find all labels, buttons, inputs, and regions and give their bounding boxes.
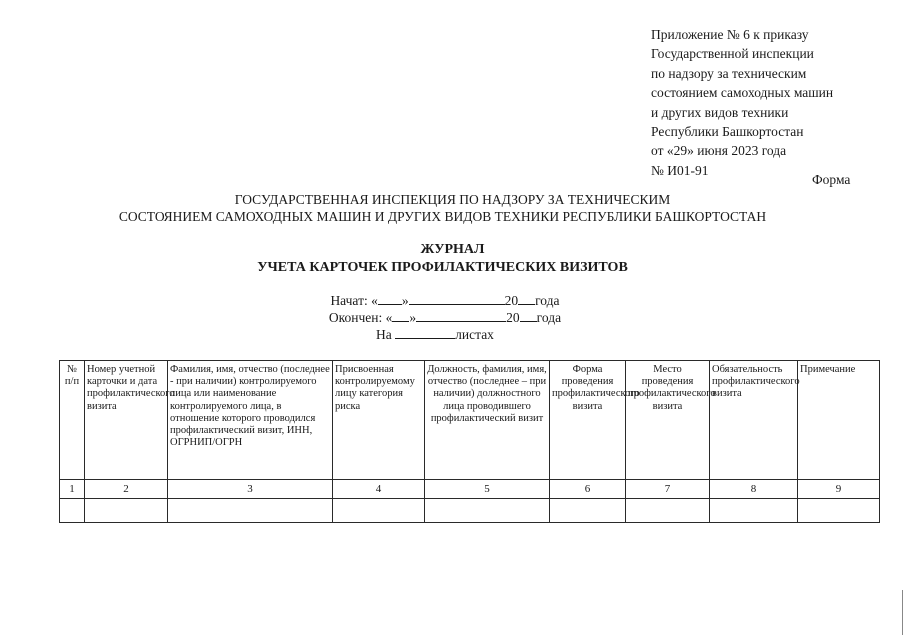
appendix-line: Государственной инспекции bbox=[651, 46, 814, 62]
started-year-prefix: 20 bbox=[504, 293, 519, 308]
column-number-cell: 1 bbox=[60, 480, 85, 499]
started-year-blank bbox=[518, 292, 535, 305]
empty-cell bbox=[85, 499, 168, 523]
started-line bbox=[300, 292, 590, 310]
column-number-cell: 6 bbox=[550, 480, 626, 499]
appendix-line: № И01-91 bbox=[651, 162, 709, 178]
ended-month-blank bbox=[416, 309, 506, 322]
sheets-count-blank bbox=[395, 326, 455, 339]
form-label: Форма bbox=[812, 172, 851, 187]
scan-edge-line bbox=[902, 590, 903, 635]
appendix-line: Приложение № 6 к приказу bbox=[651, 27, 809, 42]
ended-year-prefix: 20 bbox=[506, 310, 520, 325]
table-column-numbers-row bbox=[60, 480, 880, 499]
header-cell-visit-place: Место проведения профилактического визита bbox=[626, 361, 710, 480]
on-label: На bbox=[376, 327, 392, 342]
header-cell-obligation: Обязательность профилактического визита bbox=[710, 361, 798, 480]
empty-cell bbox=[60, 499, 85, 523]
ended-year-blank bbox=[520, 309, 537, 322]
header-cell-risk-category: Присвоенная контролируемому лицу категория риска bbox=[333, 361, 425, 480]
column-number-cell: 8 bbox=[710, 480, 798, 499]
empty-cell bbox=[550, 499, 626, 523]
header-cell-official: Должность, фамилия, имя, отчество (последнее – при наличии) должностного лица проводившего профилактический визит bbox=[425, 361, 550, 480]
appendix-line: от «29» июня 2023 года bbox=[651, 143, 787, 159]
ended-day-blank bbox=[392, 309, 409, 322]
header-cell-visit-form: Форма проведения профилактического визита bbox=[550, 361, 626, 480]
empty-cell bbox=[710, 499, 798, 523]
started-day-blank bbox=[378, 292, 402, 305]
header-cell-card-number: Номер учетной карточки и дата профилактического визита bbox=[85, 361, 168, 480]
started-year-suffix: года bbox=[535, 293, 560, 308]
appendix-block bbox=[651, 25, 833, 180]
organization-line-1: ГОСУДАРСТВЕННАЯ ИНСПЕКЦИЯ ПО НАДЗОРУ ЗА ТЕХНИЧЕСКИМ bbox=[234, 192, 671, 207]
ended-label: Окончен: « bbox=[328, 310, 393, 325]
organization-line-2: СОСТОЯНИЕМ САМОХОДНЫХ МАШИН И ДРУГИХ ВИДОВ ТЕХНИКИ РЕСПУБЛИКИ БАШКОРТОСТАН bbox=[118, 209, 767, 224]
ended-year-suffix: года bbox=[536, 310, 562, 325]
column-number-cell: 7 bbox=[626, 480, 710, 499]
table-empty-row bbox=[60, 499, 880, 523]
ended-line bbox=[300, 309, 590, 327]
empty-cell bbox=[168, 499, 333, 523]
empty-cell bbox=[425, 499, 550, 523]
journal-table bbox=[59, 360, 880, 523]
appendix-line: и других видов техники bbox=[651, 104, 789, 120]
appendix-line: по надзору за техническим bbox=[651, 65, 807, 81]
header-cell-controlled-person: Фамилия, имя, отчество (последнее - при наличии) контролируемого лица или наименование контролируемого лица, в отношение которого проводился профилактический визит, ИНН, ОГРНИП/ОГРН bbox=[168, 361, 333, 480]
empty-cell bbox=[798, 499, 880, 523]
sheets-label: листах bbox=[455, 327, 494, 342]
empty-cell bbox=[333, 499, 425, 523]
appendix-line: состоянием самоходных машин bbox=[651, 85, 834, 101]
table-header-row bbox=[60, 361, 880, 480]
ended-quote-close: » bbox=[409, 310, 417, 325]
document-title: ЖУРНАЛ bbox=[420, 242, 485, 257]
document-subtitle: УЧЕТА КАРТОЧЕК ПРОФИЛАКТИЧЕСКИХ ВИЗИТОВ bbox=[257, 260, 628, 275]
started-quote-close: » bbox=[401, 293, 409, 308]
empty-cell bbox=[626, 499, 710, 523]
column-number-cell: 3 bbox=[168, 480, 333, 499]
started-label: Начат: « bbox=[330, 293, 378, 308]
header-cell-number: № п/п bbox=[60, 361, 85, 480]
column-number-cell: 9 bbox=[798, 480, 880, 499]
appendix-line: Республики Башкортостан bbox=[651, 124, 804, 140]
column-number-cell: 5 bbox=[425, 480, 550, 499]
column-number-cell: 2 bbox=[85, 480, 168, 499]
started-month-blank bbox=[409, 292, 505, 305]
column-number-cell: 4 bbox=[333, 480, 425, 499]
header-cell-note: Примечание bbox=[798, 361, 880, 480]
sheets-line bbox=[290, 326, 580, 344]
